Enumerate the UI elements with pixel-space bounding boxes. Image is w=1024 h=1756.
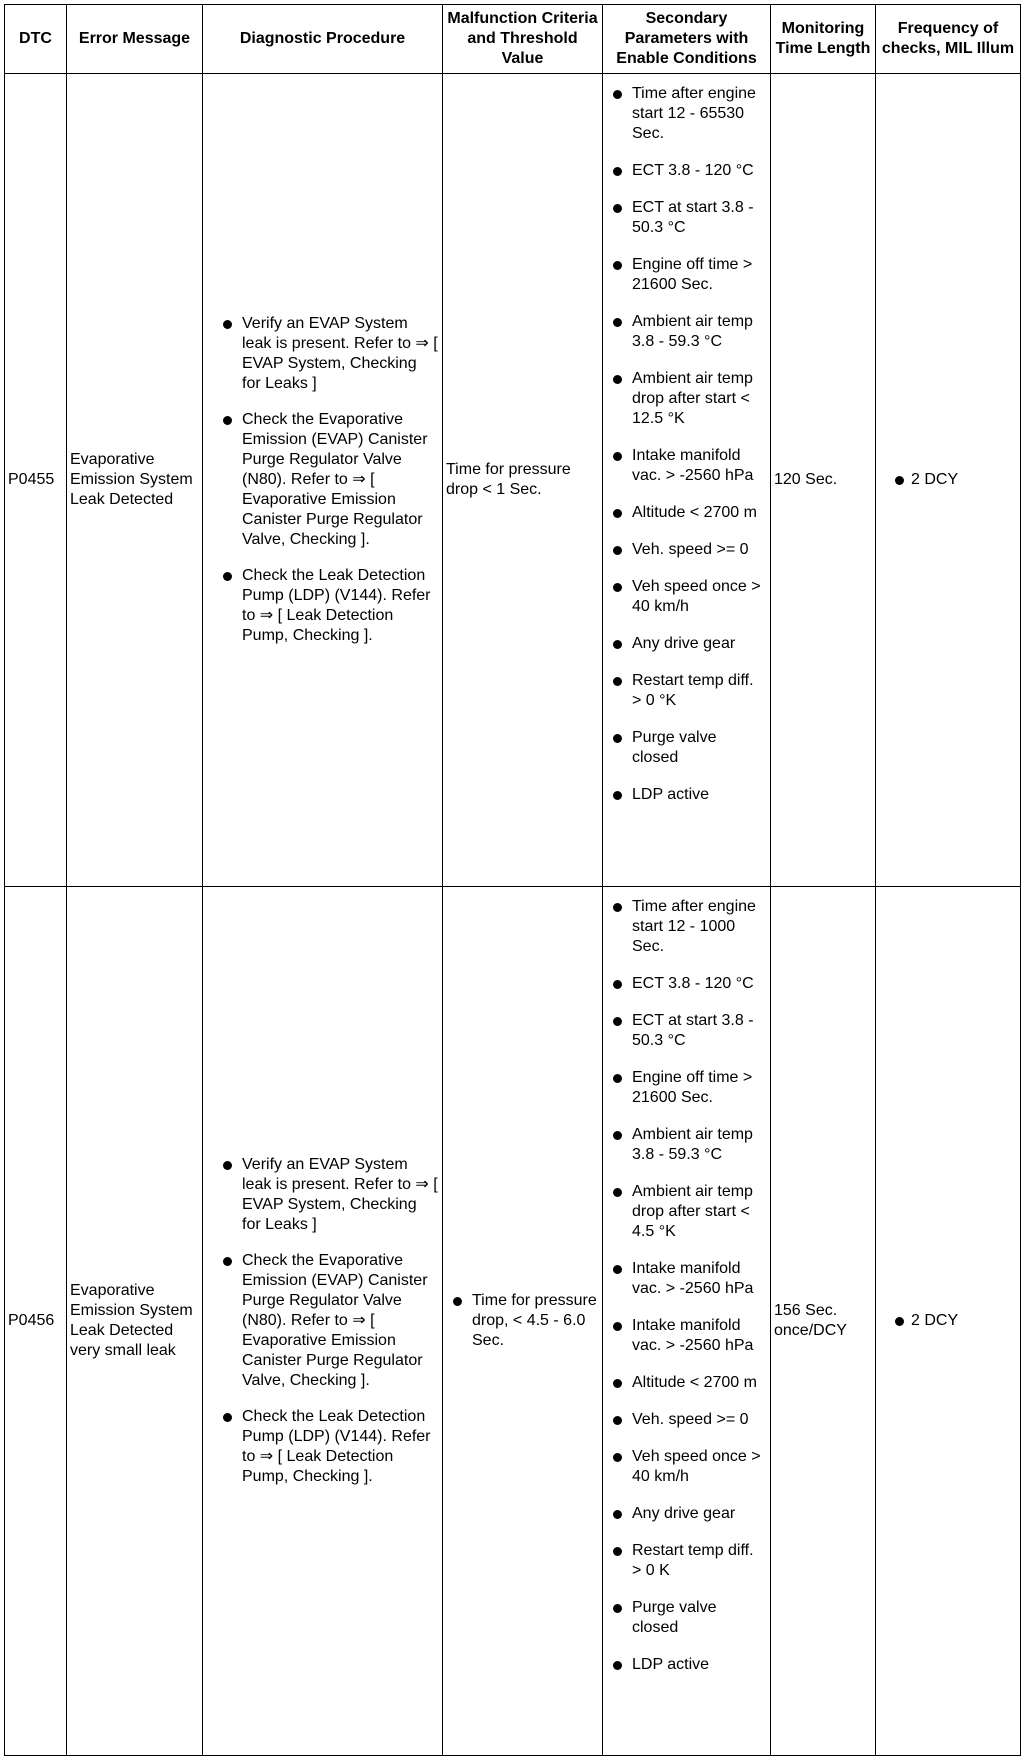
header-diagnostic-procedure: Diagnostic Procedure <box>203 5 443 74</box>
list-item <box>606 785 767 805</box>
list-item <box>606 1541 767 1581</box>
list-item-text: ECT at start 3.8 - 50.3 °C <box>632 199 754 236</box>
list-item <box>606 974 767 994</box>
bullet-icon <box>613 167 622 176</box>
bullet-icon <box>613 1547 622 1556</box>
dtc-table <box>4 4 1021 1756</box>
bullet-icon <box>613 1017 622 1026</box>
header-malfunction-criteria: Malfunction Criteria and Threshold Value <box>443 5 603 74</box>
table-row <box>5 887 1021 1756</box>
frequency <box>876 887 1021 1756</box>
list-item <box>606 1182 767 1242</box>
list-item <box>606 1316 767 1356</box>
list-item-text: Ambient air temp drop after start < 4.5 °K <box>632 1183 753 1240</box>
list-item-text: Intake manifold vac. > -2560 hPa <box>632 1260 754 1297</box>
list-item-text: Check the Leak Detection Pump (LDP) (V144). Refer to ⇒ [ Leak Detection Pump, Checking ]. <box>242 1408 431 1485</box>
secondary-parameters <box>603 74 771 887</box>
list-item <box>606 312 767 352</box>
header-error-message: Error Message <box>67 5 203 74</box>
list-item <box>606 728 767 768</box>
list-item <box>606 161 767 181</box>
list-item-text: Any drive gear <box>632 635 736 652</box>
bullet-icon <box>613 509 622 518</box>
list-item <box>606 369 767 429</box>
list-item <box>216 410 439 550</box>
bullet-icon <box>613 1131 622 1140</box>
list-item-text: Check the Evaporative Emission (EVAP) Canister Purge Regulator Valve (N80). Refer to ⇒ [ Evaporative Emission Canister Purge Regulator Valve, Checking ]. <box>242 1252 428 1389</box>
error-message: Evaporative Emission System Leak Detected very small leak <box>67 887 203 1756</box>
bullet-icon <box>223 1257 232 1266</box>
list-item-text: Veh. speed >= 0 <box>632 541 749 558</box>
bullet-icon <box>613 791 622 800</box>
list-item <box>606 897 767 957</box>
list-item-text: Altitude < 2700 m <box>632 504 757 521</box>
list-item-text: Check the Leak Detection Pump (LDP) (V144). Refer to ⇒ [ Leak Detection Pump, Checking ]. <box>242 567 431 644</box>
bullet-icon <box>895 476 904 485</box>
bullet-icon <box>613 677 622 686</box>
bullet-icon <box>895 1317 904 1326</box>
list-item-text: Engine off time > 21600 Sec. <box>632 1069 753 1106</box>
list-item-text: Ambient air temp drop after start < 12.5 °K <box>632 370 753 427</box>
list-item <box>216 566 439 646</box>
list-item-text: Verify an EVAP System leak is present. Refer to ⇒ [ EVAP System, Checking for Leaks ] <box>242 315 438 392</box>
list-item <box>216 1251 439 1391</box>
list-item <box>606 1011 767 1051</box>
bullet-icon <box>613 1379 622 1388</box>
list-item-text: Ambient air temp 3.8 - 59.3 °C <box>632 1126 753 1163</box>
error-message: Evaporative Emission System Leak Detected <box>67 74 203 887</box>
bullet-icon <box>613 452 622 461</box>
bullet-icon <box>613 1510 622 1519</box>
bullet-icon <box>613 903 622 912</box>
list-item <box>606 1598 767 1638</box>
list-item <box>606 198 767 238</box>
list-item-text: Restart temp diff. > 0 °K <box>632 672 754 709</box>
list-item-text: 2 DCY <box>911 1312 959 1329</box>
bullet-icon <box>223 416 232 425</box>
bullet-icon <box>613 1322 622 1331</box>
dtc-document <box>4 4 1020 1739</box>
list-item-text: LDP active <box>632 786 710 803</box>
list-item <box>606 1447 767 1487</box>
header-row <box>5 5 1021 74</box>
bullet-icon <box>613 734 622 743</box>
frequency <box>876 74 1021 887</box>
bullet-icon <box>613 375 622 384</box>
bullet-icon <box>613 980 622 989</box>
list-item-text: Time for pressure drop, < 4.5 - 6.0 Sec. <box>472 1292 597 1349</box>
dtc-code: P0455 <box>5 74 67 887</box>
list-item <box>606 1125 767 1165</box>
header-monitoring-time: Monitoring Time Length <box>771 5 876 74</box>
diagnostic-procedure <box>203 887 443 1756</box>
list-item-text: Any drive gear <box>632 1505 736 1522</box>
bullet-icon <box>613 204 622 213</box>
list-item-text: Intake manifold vac. > -2560 hPa <box>632 1317 754 1354</box>
bullet-icon <box>613 546 622 555</box>
list-item-text: Ambient air temp 3.8 - 59.3 °C <box>632 313 753 350</box>
list-item <box>606 84 767 144</box>
bullet-icon <box>613 1188 622 1197</box>
list-item-text: Veh. speed >= 0 <box>632 1411 749 1428</box>
list-item-text: 2 DCY <box>911 471 959 488</box>
bullet-icon <box>223 1413 232 1422</box>
list-item <box>216 1407 439 1487</box>
list-item <box>216 1155 439 1235</box>
monitoring-time: 120 Sec. <box>771 74 876 887</box>
bullet-icon <box>613 261 622 270</box>
list-item-text: Time after engine start 12 - 1000 Sec. <box>632 898 756 955</box>
list-item <box>606 503 767 523</box>
list-item-text: ECT 3.8 - 120 °C <box>632 162 754 179</box>
list-item <box>606 671 767 711</box>
bullet-icon <box>223 1161 232 1170</box>
secondary-parameters <box>603 887 771 1756</box>
list-item-text: Verify an EVAP System leak is present. Refer to ⇒ [ EVAP System, Checking for Leaks ] <box>242 1156 438 1233</box>
header-secondary-parameters: Secondary Parameters with Enable Conditions <box>603 5 771 74</box>
list-item <box>446 1291 599 1351</box>
list-item-text: Time after engine start 12 - 65530 Sec. <box>632 85 756 142</box>
list-item-text: ECT at start 3.8 - 50.3 °C <box>632 1012 754 1049</box>
bullet-icon <box>613 640 622 649</box>
header-dtc: DTC <box>5 5 67 74</box>
list-item <box>606 1410 767 1430</box>
list-item <box>606 1259 767 1299</box>
header-frequency: Frequency of checks, MIL Illum <box>876 5 1021 74</box>
bullet-icon <box>613 1604 622 1613</box>
list-item <box>606 1655 767 1675</box>
diagnostic-procedure <box>203 74 443 887</box>
bullet-icon <box>223 320 232 329</box>
list-item <box>606 577 767 617</box>
bullet-icon <box>613 1074 622 1083</box>
monitoring-time: 156 Sec. once/DCY <box>771 887 876 1756</box>
list-item <box>606 446 767 486</box>
list-item-text: Veh speed once > 40 km/h <box>632 578 761 615</box>
list-item <box>879 470 1017 490</box>
list-item-text: Veh speed once > 40 km/h <box>632 1448 761 1485</box>
list-item <box>216 314 439 394</box>
bullet-icon <box>613 318 622 327</box>
list-item-text: Purge valve closed <box>632 1599 717 1636</box>
list-item-text: ECT 3.8 - 120 °C <box>632 975 754 992</box>
list-item-text: Purge valve closed <box>632 729 717 766</box>
list-item <box>606 634 767 654</box>
bullet-icon <box>613 1453 622 1462</box>
list-item <box>606 1373 767 1393</box>
list-item <box>606 540 767 560</box>
list-item-text: Intake manifold vac. > -2560 hPa <box>632 447 754 484</box>
malfunction-criteria <box>443 887 603 1756</box>
bullet-icon <box>613 1661 622 1670</box>
list-item-text: LDP active <box>632 1656 710 1673</box>
list-item <box>879 1311 1017 1331</box>
bullet-icon <box>613 1265 622 1274</box>
list-item-text: Restart temp diff. > 0 K <box>632 1542 754 1579</box>
malfunction-criteria: Time for pressure drop < 1 Sec. <box>443 74 603 887</box>
list-item <box>606 1504 767 1524</box>
list-item-text: Altitude < 2700 m <box>632 1374 757 1391</box>
bullet-icon <box>453 1297 462 1306</box>
list-item <box>606 255 767 295</box>
dtc-code: P0456 <box>5 887 67 1756</box>
bullet-icon <box>613 1416 622 1425</box>
list-item <box>606 1068 767 1108</box>
bullet-icon <box>613 90 622 99</box>
table-row <box>5 74 1021 887</box>
list-item-text: Engine off time > 21600 Sec. <box>632 256 753 293</box>
bullet-icon <box>223 572 232 581</box>
bullet-icon <box>613 583 622 592</box>
list-item-text: Check the Evaporative Emission (EVAP) Canister Purge Regulator Valve (N80). Refer to ⇒ [ Evaporative Emission Canister Purge Regulator Valve, Checking ]. <box>242 411 428 548</box>
